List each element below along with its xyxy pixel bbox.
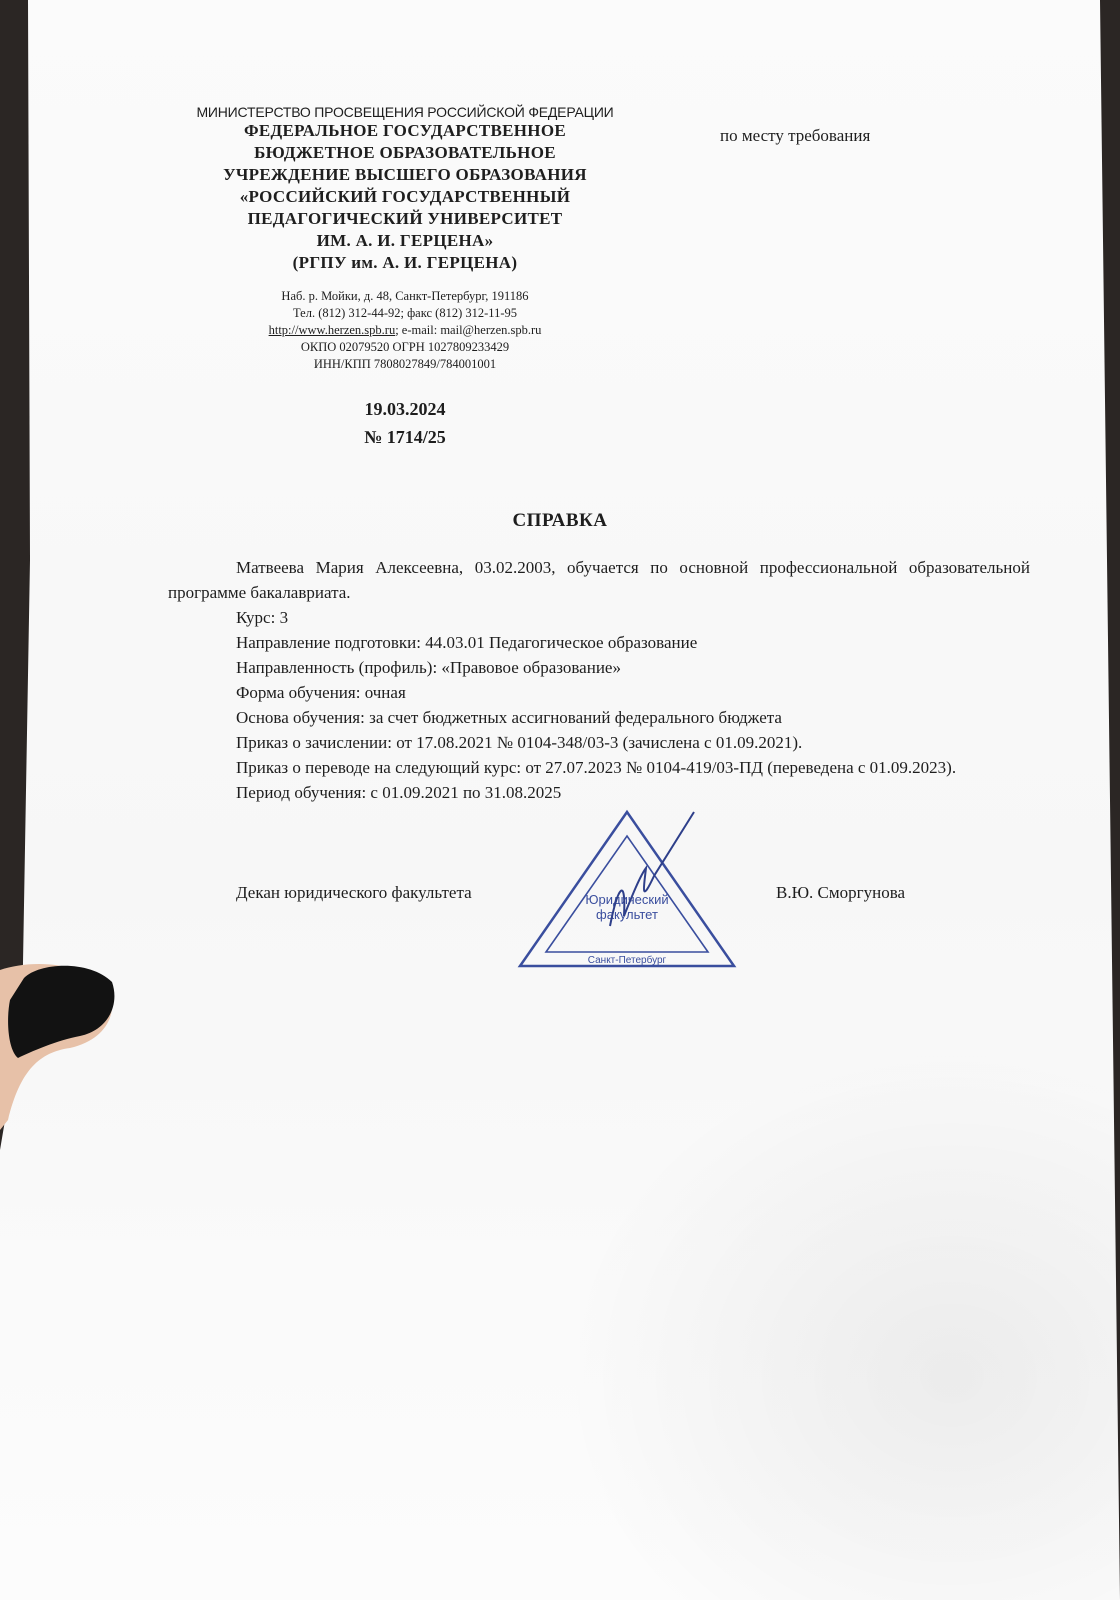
org-name-line: ПЕДАГОГИЧЕСКИЙ УНИВЕРСИТЕТ xyxy=(247,209,563,228)
org-name-line: ФЕДЕРАЛЬНОЕ ГОСУДАРСТВЕННОЕ xyxy=(243,121,566,140)
email-text: ; e-mail: mail@herzen.spb.ru xyxy=(395,323,542,337)
okpo-ogrn: ОКПО 02079520 ОГРН 1027809233429 xyxy=(300,340,510,354)
org-name-line: «РОССИЙСКИЙ ГОСУДАРСТВЕННЫЙ xyxy=(239,187,571,206)
basis-line: Основа обучения: за счет бюджетных ассигнований федерального бюджета xyxy=(236,708,782,727)
enrollment-line: Приказ о зачислении: от 17.08.2021 № 0104-348/03-3 (зачислена с 01.09.2021). xyxy=(236,733,803,752)
phone-fax: Тел. (812) 312-44-92; факс (812) 312-11-95 xyxy=(293,306,517,320)
inn-kpp: ИНН/КПП 7808027849/784001001 xyxy=(313,357,497,371)
org-name-line: БЮДЖЕТНОЕ ОБРАЗОВАТЕЛЬНОЕ xyxy=(254,143,556,162)
document-date: 19.03.2024 xyxy=(364,399,446,419)
form-line: Форма обучения: очная xyxy=(236,683,406,702)
period-line: Период обучения: с 01.09.2021 по 31.08.2025 xyxy=(236,783,562,802)
stamp-center-line1: Юридический xyxy=(585,892,669,907)
direction-line: Направление подготовки: 44.03.01 Педагогическое образование xyxy=(236,633,698,652)
org-abbreviation: (РГПУ им. А. И. ГЕРЦЕНА) xyxy=(292,253,518,272)
contact-block xyxy=(170,288,640,373)
address: Наб. р. Мойки, д. 48, Санкт-Петербург, 191186 xyxy=(281,289,529,303)
date-number-block xyxy=(170,395,640,451)
profile-line: Направленность (профиль): «Правовое образование» xyxy=(236,658,621,677)
stamp-center-line2: факультет xyxy=(596,907,658,922)
document-body xyxy=(168,555,1030,805)
triangle-stamp xyxy=(514,806,740,972)
document-number: № 1714/25 xyxy=(364,427,446,447)
course-line: Курс: 3 xyxy=(236,608,289,627)
intro-paragraph: Матвеева Мария Алексеевна, 03.02.2003, обучается по основной профессиональной образовательной программе бакалавриата. xyxy=(168,558,1030,602)
org-name-line: УЧРЕЖДЕНИЕ ВЫСШЕГО ОБРАЗОВАНИЯ xyxy=(223,165,587,184)
transfer-line: Приказ о переводе на следующий курс: от 27.07.2023 № 0104-419/03-ПД (переведена с 01.09.2023). xyxy=(236,758,957,777)
signatory-position: Декан юридического факультета xyxy=(236,883,472,902)
letterhead xyxy=(170,104,640,451)
addressee: по месту требования xyxy=(720,126,871,145)
website-link[interactable]: http://www.herzen.spb.ru xyxy=(268,323,396,337)
ministry-name: МИНИСТЕРСТВО ПРОСВЕЩЕНИЯ РОССИЙСКОЙ ФЕДЕРАЦИИ xyxy=(196,104,614,120)
signatory-name: В.Ю. Сморгунова xyxy=(776,883,906,902)
stamp-bottom-text: Санкт-Петербург xyxy=(587,955,667,966)
web-email xyxy=(170,322,640,339)
document-title: СПРАВКА xyxy=(512,510,608,531)
org-name-line: ИМ. А. И. ГЕРЦЕНА» xyxy=(316,231,494,250)
holding-hand xyxy=(0,960,120,1160)
